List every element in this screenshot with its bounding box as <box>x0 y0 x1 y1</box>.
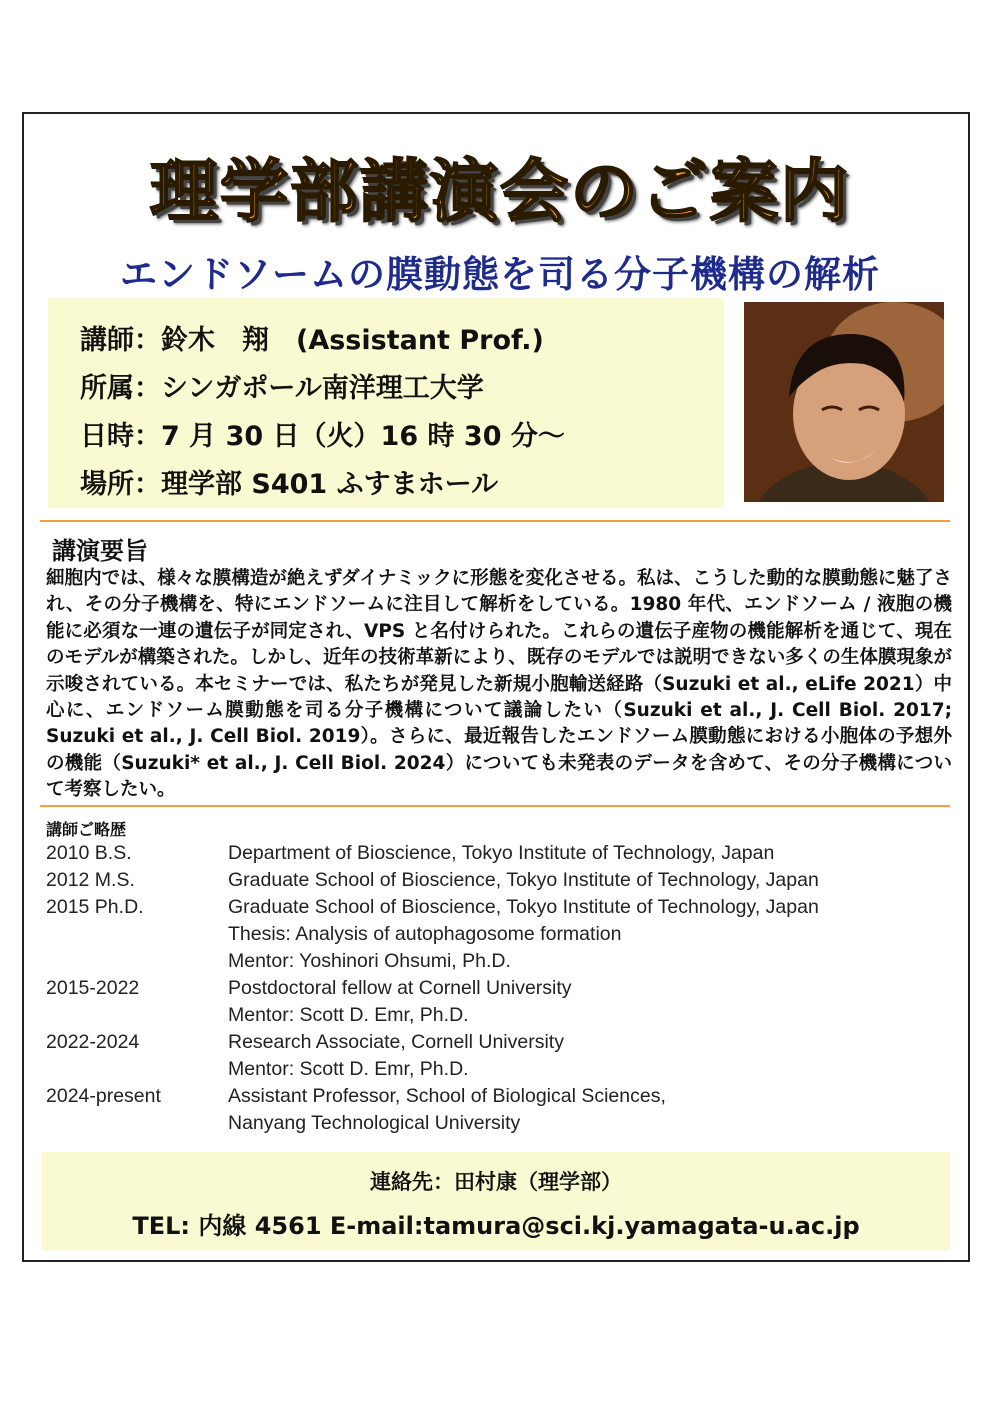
cv-year: 2010 B.S. <box>46 842 132 864</box>
cv-description: Thesis: Analysis of autophagosome formation <box>228 923 622 945</box>
contact-person: 連絡先：田村康（理学部） <box>370 1170 622 1194</box>
cv-year: 2015-2022 <box>46 977 140 999</box>
cv-description: Mentor: Scott D. Emr, Ph.D. <box>228 1004 469 1026</box>
cv-heading: 講師ご略歴 <box>46 820 127 839</box>
cv-year: 2012 M.S. <box>46 869 135 891</box>
cv-description: Mentor: Scott D. Emr, Ph.D. <box>228 1058 469 1080</box>
speaker-photo <box>744 302 944 502</box>
cv-year: 2022-2024 <box>46 1031 140 1053</box>
poster-title: 理学部講演会のご案内 <box>149 153 850 232</box>
abstract-text: 細胞内では、様々な膜構造が絶えずダイナミックに形態を変化させる。私は、こうした動的な膜動態に魅了され、その分子機構を、特にエンドソームに注目して解析をしている。1980 年代、エンドソーム / 液胞の機能に必須な一連の遺伝子が同定され、VPS と名付けられた。これらの遺伝子産物の機能解析を通じて、現在のモデルが構築された。しかし、近年の技術革新により、既存のモデルでは説明できない多くの生体膜現象が示唆されている。本セミナーでは、私たちが発見した新規小胞輸送経路（Suzuki et al., eLife 2021）中心に、エンドソーム膜動態を司る分子機構について議論したい（Suzuki et al., J. Cell Biol. 2017; Suzuki et al., J. Cell Biol. 2019）。さらに、最近報告したエンドソーム膜動態における小胞体の予想外の機能（Suzuki* et al., J. Cell Biol. 2024）についても未発表のデータを含めて、その分子機構について考察したい。 <box>46 568 952 801</box>
affiliation-line: 所属：シンガポール南洋理工大学 <box>80 373 484 404</box>
speaker-portrait-icon <box>744 302 944 502</box>
lecturer-line: 講師：鈴木 翔 (Assistant Prof.) <box>80 325 544 356</box>
cv-description: Assistant Professor, School of Biological Sciences, <box>228 1085 666 1107</box>
cv-year: 2015 Ph.D. <box>46 896 144 918</box>
info-box <box>48 298 724 508</box>
cv-description: Mentor: Yoshinori Ohsumi, Ph.D. <box>228 950 511 972</box>
cv-year: 2024-present <box>46 1085 161 1107</box>
divider <box>40 805 950 807</box>
lecture-title: エンドソームの膜動態を司る分子機構の解析 <box>120 253 880 296</box>
cv-description: Department of Bioscience, Tokyo Institute of Technology, Japan <box>228 842 775 864</box>
datetime-line: 日時：7 月 30 日（火）16 時 30 分～ <box>80 421 565 452</box>
cv-description: Graduate School of Bioscience, Tokyo Institute of Technology, Japan <box>228 896 819 918</box>
contact-details: TEL: 内線 4561 E-mail:tamura@sci.kj.yamagata-u.ac.jp <box>132 1212 860 1240</box>
cv-description: Nanyang Technological University <box>228 1112 521 1134</box>
cv-description: Research Associate, Cornell University <box>228 1031 564 1053</box>
cv-description: Postdoctoral fellow at Cornell University <box>228 977 572 999</box>
cv-description: Graduate School of Bioscience, Tokyo Institute of Technology, Japan <box>228 869 819 891</box>
contact-box <box>42 1152 950 1250</box>
venue-line: 場所：理学部 S401 ふすまホール <box>80 469 499 500</box>
divider <box>40 520 950 522</box>
abstract-heading: 講演要旨 <box>52 537 148 565</box>
